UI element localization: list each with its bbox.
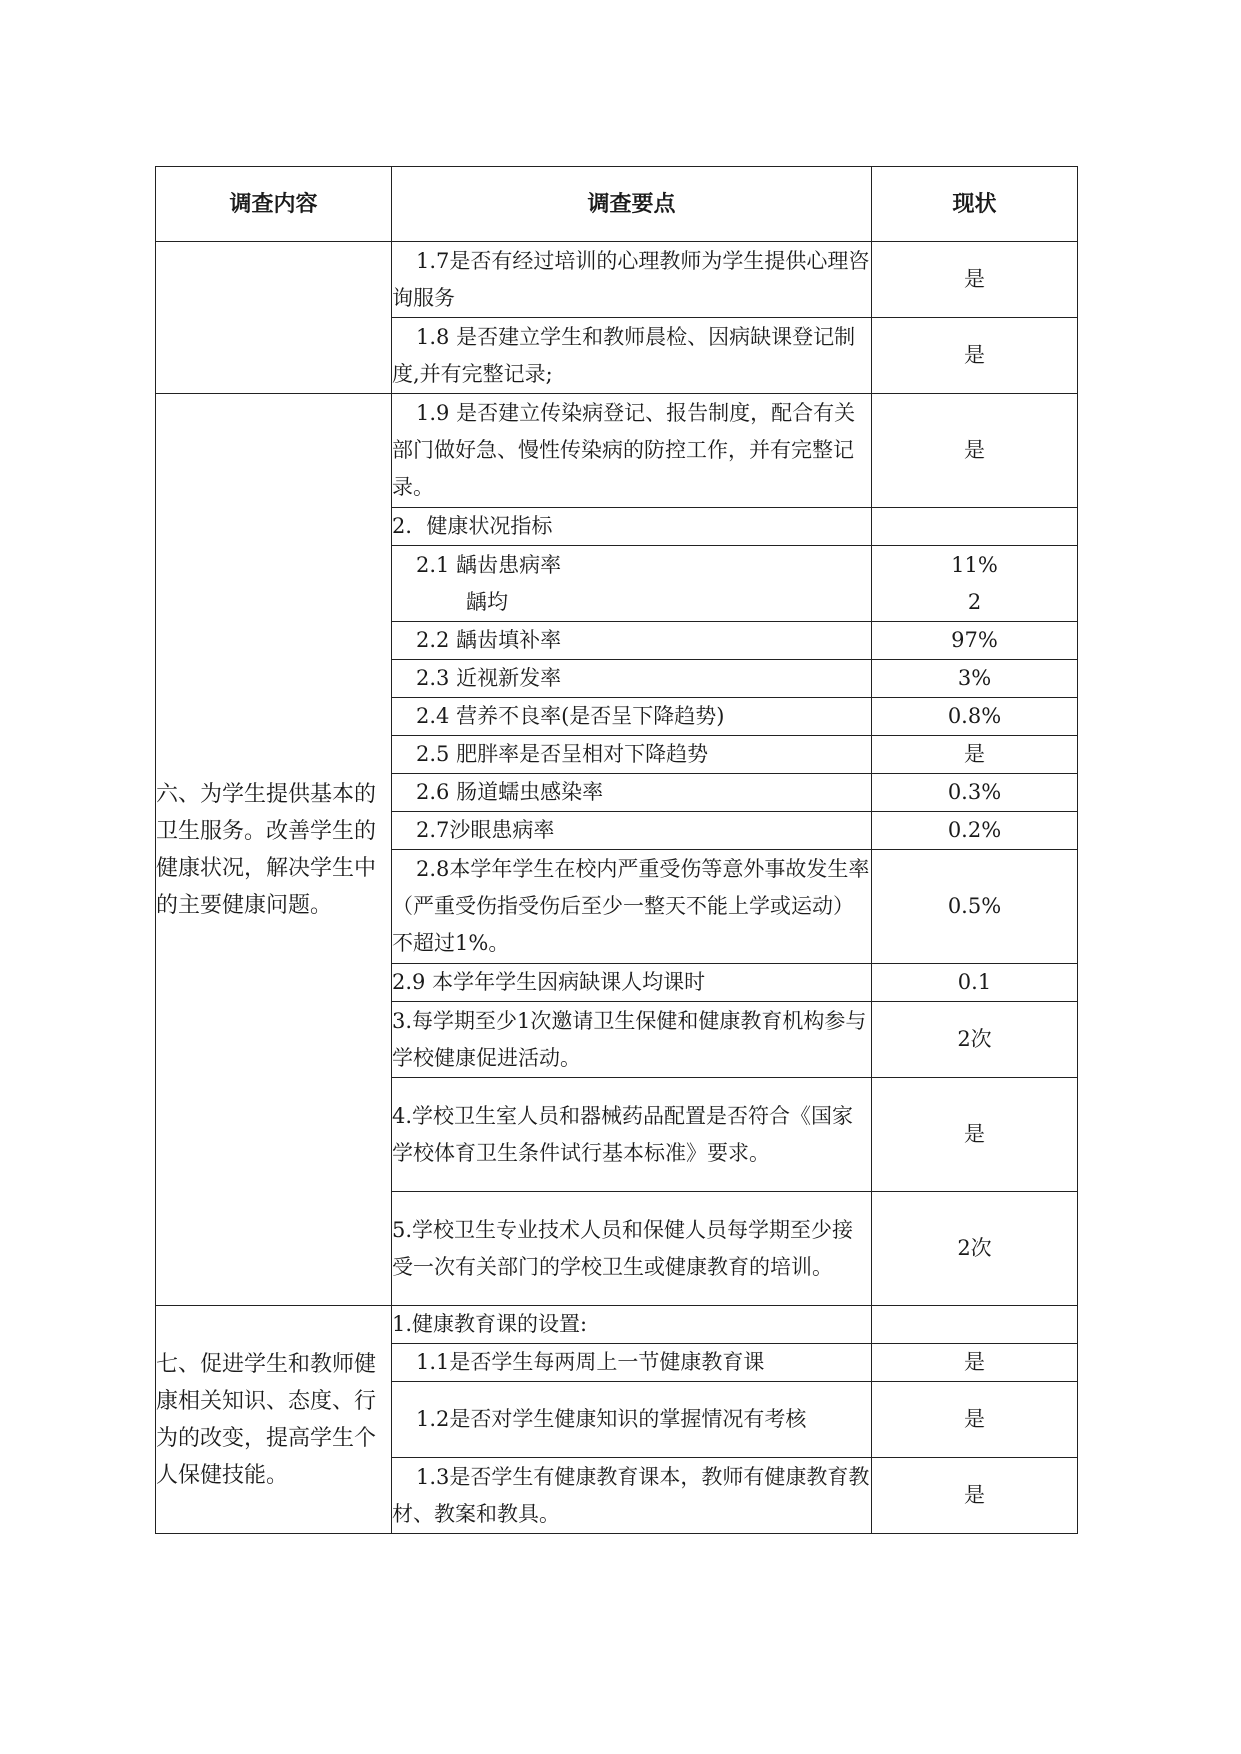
status-cell [872, 546, 1078, 622]
point-text: 2.2 龋齿填补率 [416, 628, 562, 652]
table-row [156, 394, 1078, 508]
point-text: 2.3 近视新发率 [416, 666, 562, 690]
category-cell-six: 六、为学生提供基本的卫生服务。改善学生的健康状况，解决学生中的主要健康问题。 [156, 394, 392, 1306]
status-cell: 97% [872, 622, 1078, 660]
point-cell [392, 736, 872, 774]
point-subtext: 龋均 [466, 589, 508, 614]
point-text: 1.8 是否建立学生和教师晨检、因病缺课登记制度,并有完整记录; [392, 324, 856, 386]
category-cell-empty [156, 242, 392, 394]
category-cell-seven: 七、促进学生和教师健康相关知识、态度、行为的改变，提高学生个人保健技能。 [156, 1306, 392, 1534]
header-row [156, 167, 1078, 242]
status-text: 11% [951, 552, 998, 577]
status-cell: 0.3% [872, 774, 1078, 812]
status-cell: 是 [872, 318, 1078, 394]
status-cell: 是 [872, 1078, 1078, 1192]
header-points: 调查要点 [392, 167, 872, 242]
point-cell [392, 812, 872, 850]
status-cell: 0.5% [872, 850, 1078, 964]
point-cell [392, 1382, 872, 1458]
table-row [156, 1306, 1078, 1344]
point-cell: 5.学校卫生专业技术人员和保健人员每学期至少接受一次有关部门的学校卫生或健康教育的培训。 [392, 1192, 872, 1306]
status-cell [872, 508, 1078, 546]
point-text: 2.5 肥胖率是否呈相对下降趋势 [416, 742, 709, 766]
point-cell [392, 394, 872, 508]
status-cell: 是 [872, 1344, 1078, 1382]
point-text: 1.9 是否建立传染病登记、报告制度，配合有关部门做好急、慢性传染病的防控工作，并有完整记录。 [392, 401, 856, 499]
point-cell: 2.9 本学年学生因病缺课人均课时 [392, 964, 872, 1002]
status-cell: 0.2% [872, 812, 1078, 850]
point-text: 2.4 营养不良率(是否呈下降趋势) [416, 704, 725, 728]
point-text: 1.7是否有经过培训的心理教师为学生提供心理咨询服务 [392, 248, 870, 310]
status-cell: 2次 [872, 1002, 1078, 1078]
point-cell [392, 318, 872, 394]
status-cell: 0.8% [872, 698, 1078, 736]
status-subtext: 2 [967, 589, 982, 614]
point-text: 1.2是否对学生健康知识的掌握情况有考核 [416, 1407, 807, 1431]
point-cell: 1.健康教育课的设置: [392, 1306, 872, 1344]
point-cell [392, 850, 872, 964]
point-cell [392, 774, 872, 812]
status-cell: 是 [872, 1382, 1078, 1458]
point-text: 1.1是否学生每两周上一节健康教育课 [416, 1350, 765, 1374]
status-cell: 是 [872, 394, 1078, 508]
status-cell: 0.1 [872, 964, 1078, 1002]
point-text: 2.6 肠道蠕虫感染率 [416, 780, 604, 804]
header-content: 调查内容 [156, 167, 392, 242]
table-row [156, 242, 1078, 318]
point-text: 2.7沙眼患病率 [416, 818, 555, 842]
point-cell [392, 242, 872, 318]
status-cell: 是 [872, 242, 1078, 318]
point-cell: 4.学校卫生室人员和器械药品配置是否符合《国家学校体育卫生条件试行基本标准》要求。 [392, 1078, 872, 1192]
point-cell: 3.每学期至少1次邀请卫生保健和健康教育机构参与学校健康促进活动。 [392, 1002, 872, 1078]
status-cell [872, 1306, 1078, 1344]
point-cell: 2．健康状况指标 [392, 508, 872, 546]
point-cell [392, 1344, 872, 1382]
point-cell [392, 660, 872, 698]
point-text: 2.8本学年学生在校内严重受伤等意外事故发生率（严重受伤指受伤后至少一整天不能上学或运动）不超过1%。 [392, 857, 870, 955]
status-cell: 3% [872, 660, 1078, 698]
point-cell [392, 698, 872, 736]
header-status: 现状 [872, 167, 1078, 242]
survey-table [155, 166, 1078, 1534]
point-cell [392, 546, 872, 622]
status-cell: 是 [872, 736, 1078, 774]
status-cell: 是 [872, 1458, 1078, 1534]
point-cell [392, 622, 872, 660]
point-cell [392, 1458, 872, 1534]
point-text: 2.1 龋齿患病率 [416, 552, 562, 577]
point-text: 1.3是否学生有健康教育课本，教师有健康教育教材、教案和教具。 [392, 1464, 870, 1526]
status-cell: 2次 [872, 1192, 1078, 1306]
